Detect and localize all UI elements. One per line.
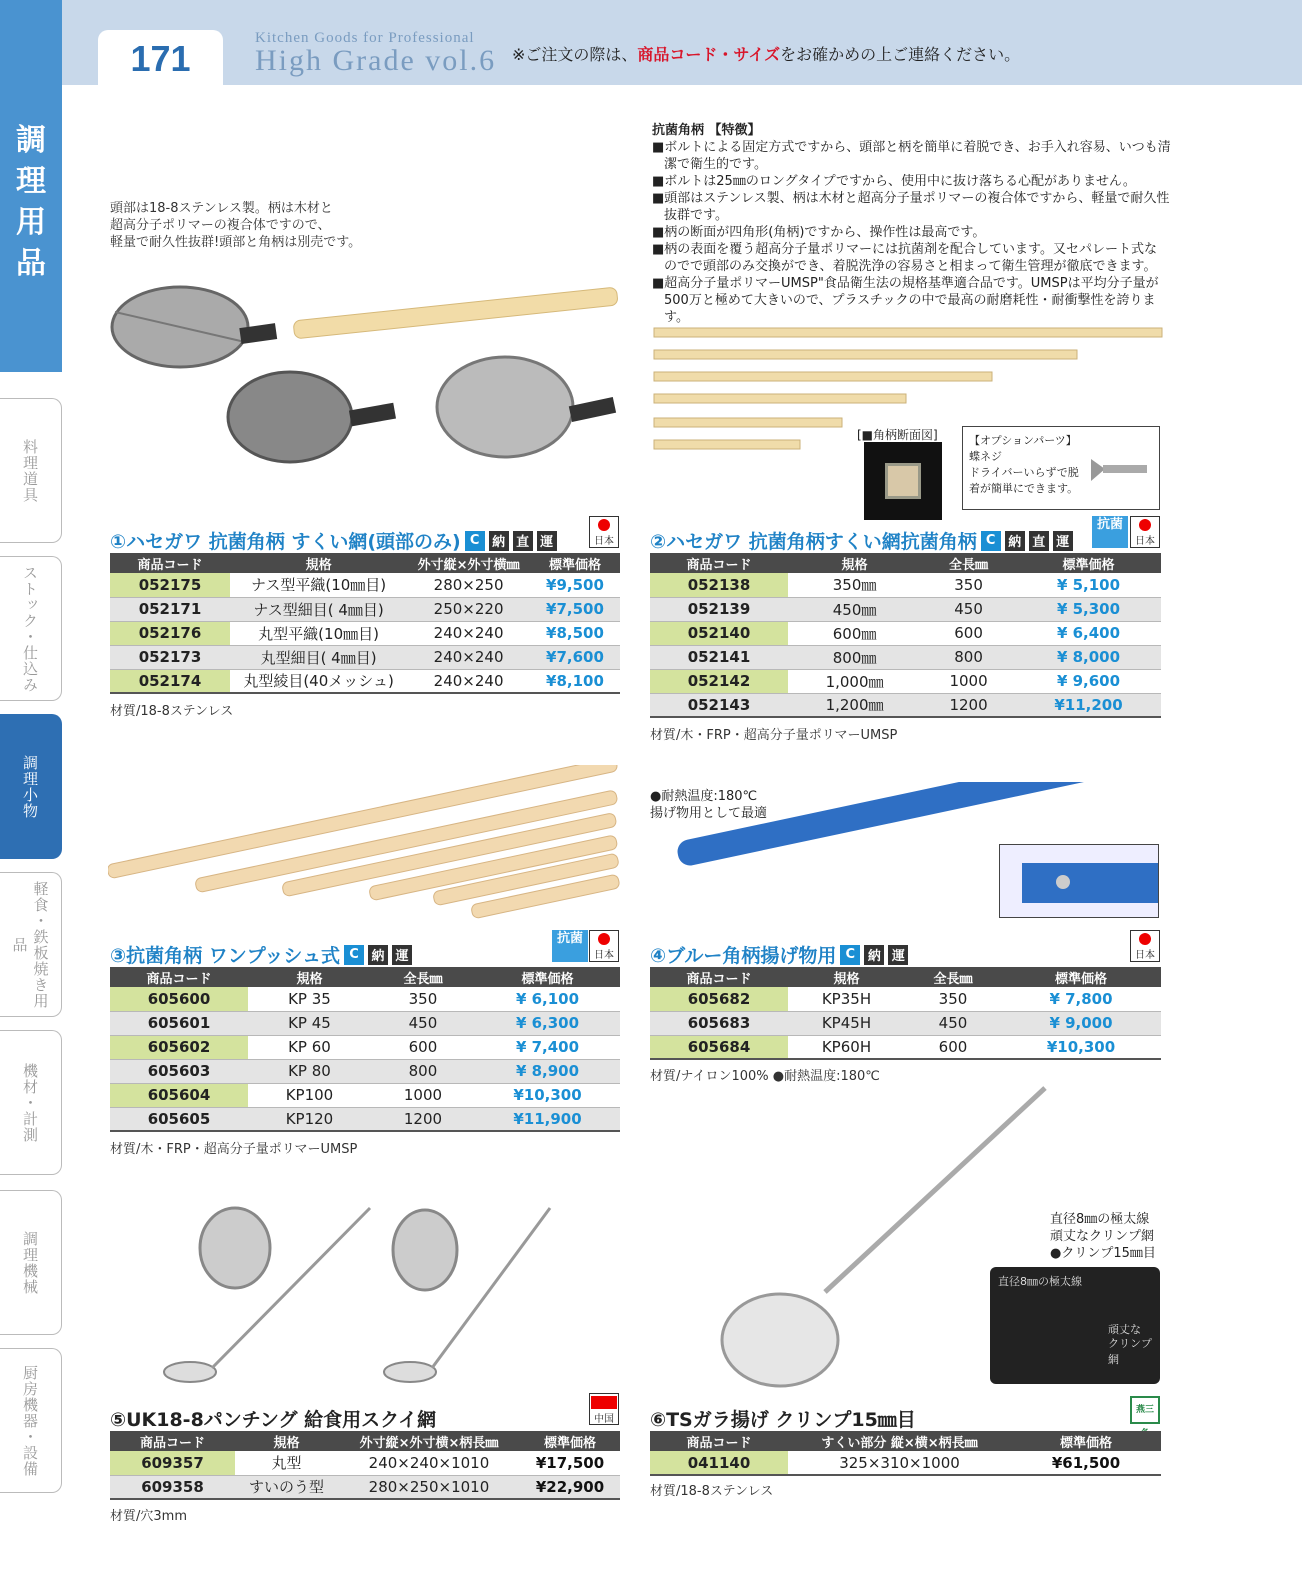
table-row: 609358 すいのう型 280×250×1010 ¥22,900	[110, 1475, 620, 1499]
table-row: 605602 KP 60 600 ¥ 7,400	[110, 1035, 620, 1059]
brand-title: High Grade vol.6	[255, 44, 497, 77]
brand-subtitle: Kitchen Goods for Professional	[255, 30, 475, 46]
table-row: 052143 1,200㎜ 1200 ¥11,200	[650, 693, 1161, 717]
table-row: 052171 ナス型細目( 4㎜目) 250×220 ¥7,500	[110, 597, 620, 621]
s1-title: ①ハセガワ 抗菌角柄 すくい網(頭部のみ) C 納 直 運	[110, 527, 557, 554]
s6-title: ⑥TSガラ揚げ クリンプ15㎜目	[650, 1409, 916, 1431]
antibacterial-badge: 抗菌	[1092, 516, 1128, 548]
tab-cooking-machines[interactable]: 調理機械	[0, 1190, 62, 1335]
tab-stock-prep[interactable]: ストック・仕込み	[0, 556, 62, 701]
s6-detail-inset: 直径8㎜の極太線 頑丈な クリンプ網	[990, 1267, 1160, 1384]
s6-material: 材質/18-8ステンレス	[650, 1484, 774, 1499]
table-row: 052140 600㎜ 600 ¥ 6,400	[650, 621, 1161, 645]
origin-japan-flag: 日本	[589, 516, 619, 548]
tab-equipment[interactable]: 機材・計測	[0, 1030, 62, 1175]
table-row: 052175 ナス型平織(10㎜目) 280×250 ¥9,500	[110, 573, 620, 597]
table-row: 052174 丸型綾目(40メッシュ) 240×240 ¥8,100	[110, 669, 620, 693]
s6-note: 直径8㎜の極太線 頑丈なクリンプ網 ●クリンプ15㎜目	[1050, 1212, 1156, 1261]
s1-material: 材質/18-8ステンレス	[110, 704, 234, 719]
table-row: 052138 350㎜ 350 ¥ 5,100	[650, 573, 1161, 597]
s3-material: 材質/木・FRP・超高分子量ポリマーUMSP	[110, 1142, 358, 1157]
origin-china-flag: 中国	[589, 1393, 619, 1425]
s1-table: 商品コード 規格 外寸縦×外寸横㎜ 標準価格 052175 ナス型平織(10㎜目) 280×250 ¥9,500 052171 ナス型細目( 4㎜目) 250×220 ¥7,500 052176 丸型平織(10㎜目) 240×240 ¥8,500 052173 丸型細目( 4㎜目) 240×240 ¥7,600 052174 丸型綾目(40メッシュ) 240×240 ¥8,100	[110, 553, 620, 694]
table-row: 605683 KP45H 450 ¥ 9,000	[650, 1011, 1161, 1035]
s4-detail-inset	[999, 844, 1159, 918]
s3-title: ③抗菌角柄 ワンプッシュ式 C 納 運	[110, 941, 412, 968]
sidebar-main-category: 調 理 用 品	[16, 123, 46, 281]
s4-title: ④ブルー角柄揚げ物用 C 納 運	[650, 941, 908, 968]
maker-tsubame-logo: 燕三	[1130, 1396, 1160, 1424]
s2-title: ②ハセガワ 抗菌角柄すくい網抗菌角柄 C 納 直 運	[650, 527, 1073, 554]
table-row: 052142 1,000㎜ 1000 ¥ 9,600	[650, 669, 1161, 693]
s3-handles-image	[108, 765, 623, 925]
table-row: 609357 丸型 240×240×1010 ¥17,500	[110, 1451, 620, 1475]
origin-japan-flag: 日本	[589, 930, 619, 962]
s4-note: ●耐熱温度:180℃ 揚げ物用として最適	[650, 789, 768, 821]
s1-description: 頭部は18-8ステンレス製。柄は木材と 超高分子ポリマーの複合体ですので、 軽量で耐久性抜群!頭部と角柄は別売です。	[110, 201, 362, 250]
s5-product-image	[160, 1200, 560, 1400]
wing-screw-icon	[1083, 449, 1153, 489]
s5-title: ⑤UK18-8パンチング 給食用スクイ網	[110, 1409, 437, 1431]
s5-material: 材質/穴3mm	[110, 1509, 187, 1524]
features-block: 抗菌角柄 【特徴】 ■ボルトによる固定方式ですから、頭部と柄を簡単に着脱でき、お手入れ容易、いつも清 潔で衛生的です。 ■ボルトは25㎜のロングタイプですから、使用中に抜け落ちる心配がありません。 ■頭部はステンレス製、柄は木材と超高分子量ポリマーの複合体ですから、軽量で耐久性 抜群です。 ■柄の断面が四角形(角柄)ですから、操作性は最高です。 ■柄の表面を覆う超高分子量ポリマーには抗菌剤を配合しています。又セパレート式な のでで頭部のみ交換ができ、着脱洗浄の容易さと相まって衛生管理が徹底できます。 ■超高分子量ポリマーUMSP"食品衛生法の規格基準適合品です。UMSPは平均分子量が 500万と極めて大きいので、プラスチックの中で最高の耐磨耗性・耐衝撃性を誇ります。	[652, 123, 1171, 325]
s2-table: 商品コード 規格 全長㎜ 標準価格 052138 350㎜ 350 ¥ 5,100 052139 450㎜ 450 ¥ 5,300 052140 600㎜ 600 ¥ 6,400 052141 800㎜ 800 ¥ 8,000 052142 1,000㎜ 1000 ¥ 9,600 052143 1,200㎜ 1200 ¥11,200	[650, 553, 1161, 718]
table-row: 052139 450㎜ 450 ¥ 5,300	[650, 597, 1161, 621]
table-row: 605600 KP 35 350 ¥ 6,100	[110, 987, 620, 1011]
table-row: 605603 KP 80 800 ¥ 8,900	[110, 1059, 620, 1083]
option-parts-box: 【オプションパーツ】 蝶ネジ ドライバーいらずで脱 着が簡単にできます。	[962, 426, 1160, 510]
tab-light-meal[interactable]: 軽食・鉄板焼き用品	[0, 872, 62, 1017]
s3-table: 商品コード 規格 全長㎜ 標準価格 605600 KP 35 350 ¥ 6,100 605601 KP 45 450 ¥ 6,300 605602 KP 60 600 ¥ 7,400 605603 KP 80 800 ¥ 8,900 605604 KP100 1000 ¥10,300 605605 KP120 1200 ¥11,900	[110, 967, 620, 1132]
table-row: 605601 KP 45 450 ¥ 6,300	[110, 1011, 620, 1035]
s5-table: 商品コード 規格 外寸縦×外寸横×柄長㎜ 標準価格 609357 丸型 240×240×1010 ¥17,500 609358 すいのう型 280×250×1010 ¥22,900	[110, 1431, 620, 1500]
order-notice: ※ご注文の際は、商品コード・サイズをお確かめの上ご連絡ください。	[512, 45, 1021, 64]
s1-product-image	[105, 282, 625, 472]
page-number: 171	[130, 38, 191, 79]
tab-kitchen-facilities[interactable]: 厨房機器・設備	[0, 1348, 62, 1493]
table-row: 052173 丸型細目( 4㎜目) 240×240 ¥7,600	[110, 645, 620, 669]
s6-table: 商品コード すくい部分 縦×横×柄長㎜ 標準価格 041140 325×310×1000 ¥61,500	[650, 1431, 1161, 1476]
origin-japan-flag: 日本	[1130, 930, 1160, 962]
s2-material: 材質/木・FRP・超高分子量ポリマーUMSP	[650, 728, 898, 743]
cross-section-image	[864, 442, 942, 520]
table-row: 605684 KP60H 600 ¥10,300	[650, 1035, 1161, 1059]
cross-section-label: [■角柄断面図]	[857, 428, 938, 442]
table-row: 041140 325×310×1000 ¥61,500	[650, 1451, 1161, 1475]
tab-cooking-small[interactable]: 調理小物	[0, 714, 62, 859]
tab-cooking-tools[interactable]: 料理道具	[0, 398, 62, 543]
table-row: 605605 KP120 1200 ¥11,900	[110, 1107, 620, 1131]
table-row: 052141 800㎜ 800 ¥ 8,000	[650, 645, 1161, 669]
table-row: 605604 KP100 1000 ¥10,300	[110, 1083, 620, 1107]
table-row: 605682 KP35H 350 ¥ 7,800	[650, 987, 1161, 1011]
s4-table: 商品コード 規格 全長㎜ 標準価格 605682 KP35H 350 ¥ 7,800 605683 KP45H 450 ¥ 9,000 605684 KP60H 600 ¥10,300	[650, 967, 1161, 1060]
origin-japan-flag: 日本	[1130, 516, 1160, 548]
antibacterial-badge: 抗菌	[552, 930, 588, 962]
s4-material: 材質/ナイロン100% ●耐熱温度:180℃	[650, 1069, 880, 1084]
table-row: 052176 丸型平織(10㎜目) 240×240 ¥8,500	[110, 621, 620, 645]
